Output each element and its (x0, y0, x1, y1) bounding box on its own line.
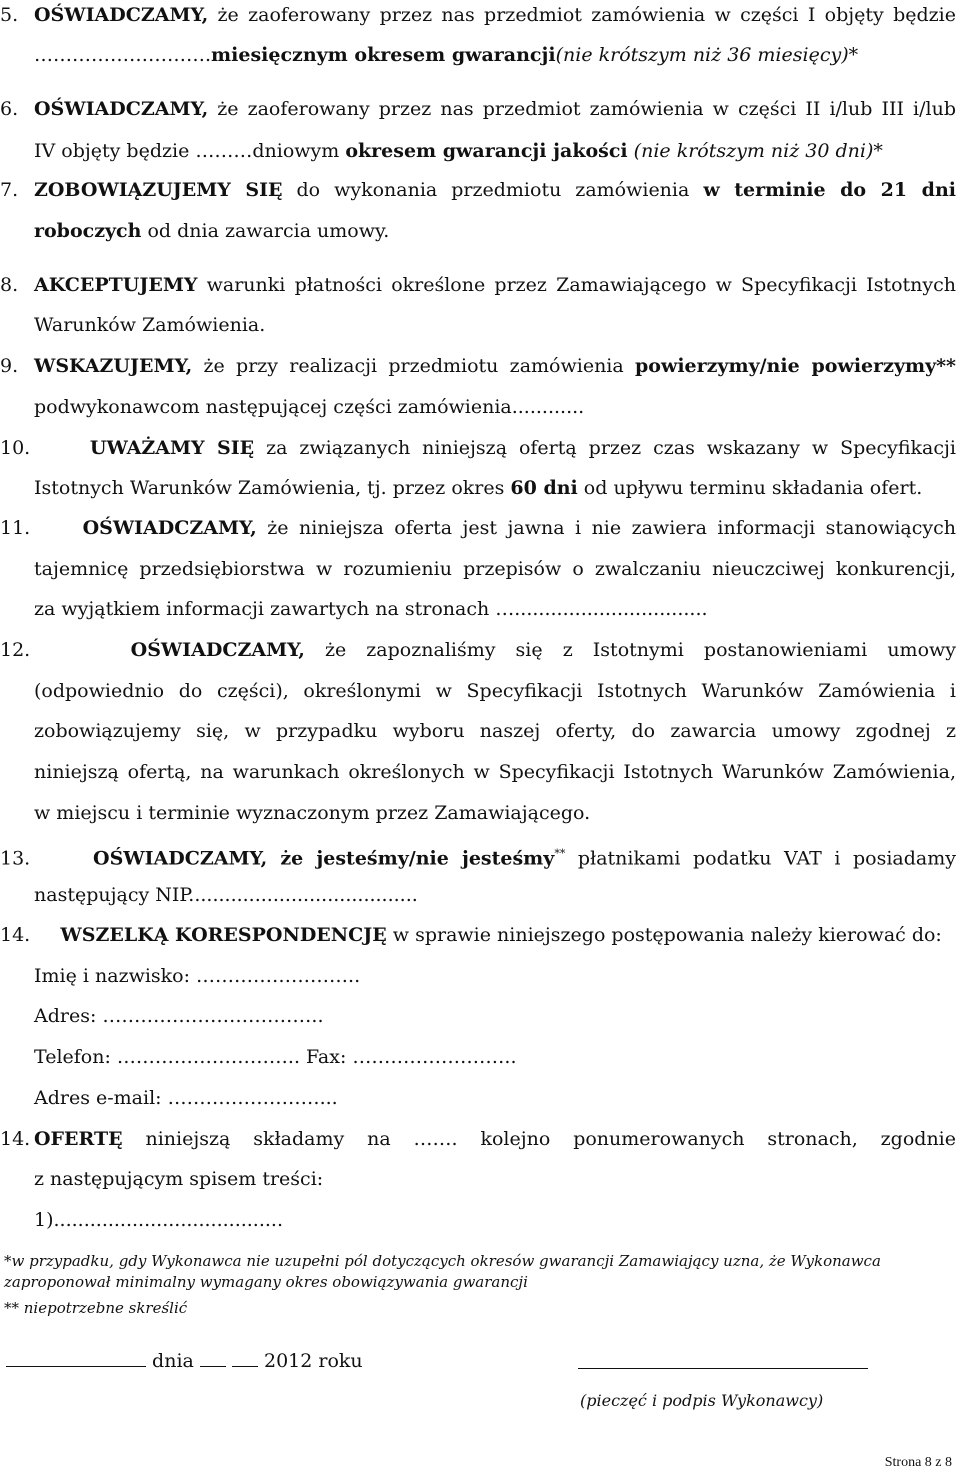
item-text: tajemnicę przedsiębiorstwa w rozumieniu przepisów o zwalczaniu nieuczciwej konkurencji, (34, 558, 956, 580)
contents-entry: 1)...................................... (34, 1209, 284, 1231)
item-text: Warunków Zamówienia. (34, 314, 266, 336)
warranty-note: (nie krótszym niż 30 dni)* (627, 140, 883, 162)
item-text: niniejszą składamy na ……. kolejno ponumerowanych stronach, zgodnie (122, 1128, 956, 1150)
item-12-line-4 (34, 759, 956, 785)
item-11-line-2 (34, 556, 956, 582)
item-text: za wyjątkiem informacji zawartych na stronach …................................ (34, 598, 708, 620)
email-field (34, 1085, 956, 1111)
item-text: z następującym spisem treści: (34, 1168, 324, 1190)
nip-field: następujący NIP...................................... (34, 884, 418, 906)
item-number: 5. (0, 4, 19, 26)
item-number: 9. (0, 355, 19, 377)
day-blank (200, 1348, 226, 1367)
item-text: że zaoferowany przez nas przedmiot zamówienia w części II i/lub III i/lub (208, 98, 956, 120)
item-text: że niniejsza oferta jest jawna i nie zawiera informacji stanowiących (256, 517, 956, 539)
item-12-line-2 (34, 678, 956, 704)
month-blank (232, 1348, 258, 1367)
item-6-line-1 (0, 96, 956, 122)
warranty-note: (nie krótszym niż 36 miesięcy)* (555, 44, 859, 66)
item-text: (odpowiednio do części), określonymi w Specyfikacji Istotnych Warunków Zamówienia i (34, 680, 956, 702)
address-field (34, 1003, 956, 1029)
item-text: że zaoferowany przez nas przedmiot zamówienia w części I objęty będzie (208, 4, 956, 26)
item-10-line-2 (34, 475, 956, 501)
declaration-keyword: OŚWIADCZAMY, że jesteśmy/nie jesteśmy (93, 847, 555, 870)
item-10-line-1 (0, 435, 956, 461)
declaration-keyword: ZOBOWIĄZUJEMY SIĘ (34, 179, 283, 201)
signature-line (578, 1368, 868, 1369)
declaration-keyword: OŚWIADCZAMY, (130, 639, 305, 661)
date-line (6, 1348, 363, 1374)
item-13-line-2 (34, 882, 956, 908)
item-11-line-3 (34, 596, 956, 622)
place-blank (6, 1348, 146, 1367)
item-14b-line-2 (34, 1166, 956, 1192)
item-text: w miejscu i terminie wyznaczonym przez Zamawiającego. (34, 802, 591, 824)
item-5-line-2 (34, 42, 956, 68)
item-text: do wykonania przedmiotu zamówienia (282, 179, 704, 201)
subcontract-choice: powierzymy/nie powierzymy** (635, 355, 956, 377)
offer-validity: 60 dni (510, 477, 578, 499)
item-text: od dnia zawarcia umowy. (141, 220, 390, 242)
fill-in-dots: ………………………. (34, 44, 212, 66)
item-text: Istotnych Warunków Zamówienia, tj. przez okres (34, 477, 511, 499)
deadline-text: w terminie do 21 dni (703, 179, 956, 201)
item-text: że przy realizacji przedmiotu zamówienia (192, 355, 635, 377)
warranty-text: miesięcznym okresem gwarancji (211, 44, 556, 66)
item-11-line-1 (0, 515, 956, 541)
declaration-keyword: WSKAZUJEMY, (34, 355, 193, 377)
declaration-keyword: OŚWIADCZAMY, (34, 4, 209, 26)
item-12-line-1 (0, 637, 956, 663)
item-text: niniejszą ofertą, na warunkach określonych w Specyfikacji Istotnych Warunków Zamówienia, (34, 761, 956, 783)
item-number: 7. (0, 179, 19, 201)
footnote-2: ** niepotrzebne skreślić (4, 1299, 188, 1317)
declaration-keyword: OFERTĘ (34, 1128, 123, 1150)
item-number: 10. (0, 437, 31, 459)
name-field (34, 963, 956, 989)
item-9-line-1 (0, 353, 956, 379)
item-14b-line-1 (0, 1126, 956, 1152)
item-5-line-1 (0, 2, 956, 28)
item-7-line-1 (0, 177, 956, 203)
signature-caption: (pieczęć i podpis Wykonawcy) (580, 1391, 824, 1410)
item-text: IV objęty będzie ………dniowym (34, 140, 346, 162)
declaration-keyword: OŚWIADCZAMY, (34, 98, 209, 120)
item-number: 14. (0, 1128, 31, 1150)
deadline-text: roboczych (34, 220, 142, 242)
year-text: 2012 roku (264, 1350, 363, 1372)
footnote-1-line-1: *w przypadku, gdy Wykonawca nie uzupełni pól dotyczących okresów gwarancji Zamawiający uzna, że Wykonawca (4, 1252, 881, 1270)
page-number: Strona 8 z 8 (884, 1455, 952, 1470)
item-12-line-5 (34, 800, 956, 826)
item-8-line-1 (0, 272, 956, 298)
item-8-line-2 (34, 312, 956, 338)
email-field-label: Adres e-mail: ……………………... (34, 1087, 338, 1109)
item-text: podwykonawcom następującej części zamówienia............ (34, 396, 585, 418)
footnote-1-line-2: zaproponował minimalny wymagany okres obowiązywania gwarancji (4, 1273, 528, 1291)
item-number: 6. (0, 98, 19, 120)
item-14b-line-3 (34, 1207, 956, 1233)
item-number: 8. (0, 274, 19, 296)
item-14a-line-1 (0, 922, 960, 948)
item-text: że zapoznaliśmy się z Istotnymi postanowieniami umowy (304, 639, 957, 661)
item-text: płatnikami podatku VAT i posiadamy (565, 847, 956, 870)
item-12-line-3 (34, 718, 956, 744)
declaration-keyword: AKCEPTUJEMY (34, 274, 198, 296)
item-text: zobowiązujemy się, w przypadku wyboru naszej oferty, do zawarcia umowy zgodnej z (34, 720, 956, 742)
item-text: warunki płatności określone przez Zamawiającego w Specyfikacji Istotnych (197, 274, 956, 296)
phone-fax-field (34, 1044, 956, 1070)
name-field-label: Imię i nazwisko: …………………….. (34, 965, 361, 987)
declaration-keyword: WSZELKĄ KORESPONDENCJĘ (60, 924, 387, 946)
item-text: za związanych niniejszą ofertą przez czas wskazany w Specyfikacji (254, 437, 956, 459)
phone-fax-field-label: Telefon: ……………………….. Fax: …………………….. (34, 1046, 517, 1068)
address-field-label: Adres: …………………………….. (34, 1005, 324, 1027)
item-text: od upływu terminu składania ofert. (577, 477, 923, 499)
item-6-line-2 (34, 138, 956, 164)
declaration-keyword: OŚWIADCZAMY, (82, 517, 257, 539)
warranty-text: okresem gwarancji jakości (345, 140, 628, 162)
item-number: 11. (0, 517, 31, 539)
item-7-line-2 (34, 218, 956, 244)
date-word: dnia (152, 1350, 194, 1372)
item-13-line-1 (0, 841, 956, 870)
item-number: 14. (0, 924, 31, 946)
item-9-line-2 (34, 394, 956, 420)
item-text: w sprawie niniejszego postępowania należy kierować do: (386, 924, 942, 946)
item-number: 13. (0, 847, 31, 870)
footnote-marker: ** (554, 847, 566, 860)
declaration-keyword: UWAŻAMY SIĘ (89, 437, 255, 459)
item-number: 12. (0, 639, 31, 661)
